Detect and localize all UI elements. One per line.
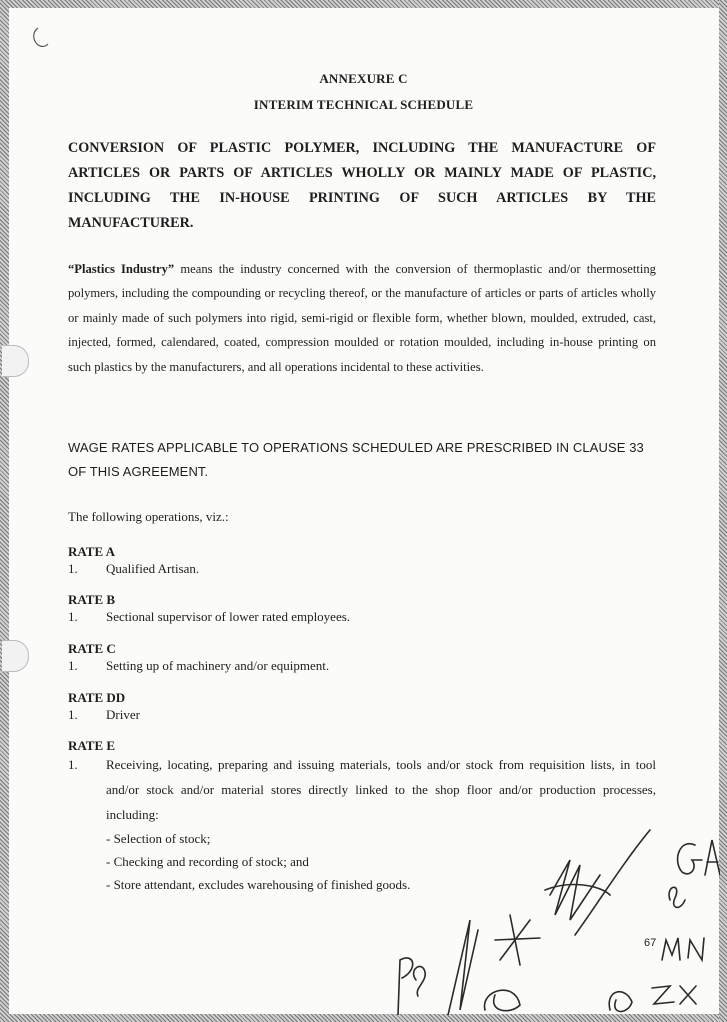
list-item: 1. Driver — [68, 707, 140, 722]
rate-b-section — [68, 592, 668, 625]
industry-definition — [68, 257, 656, 379]
rate-title: RATE A — [68, 544, 116, 559]
list-item: - Store attendant, excludes warehousing of finished goods. — [106, 877, 411, 892]
document-header — [0, 66, 727, 118]
list-item-number: 1. — [68, 757, 78, 772]
list-item: - Selection of stock; — [106, 831, 211, 846]
conversion-heading: CONVERSION OF PLASTIC POLYMER, INCLUDING THE MANUFACTURE OF ARTICLES OR PARTS OF ARTICLES WHOLLY OR MAINLY MADE OF PLASTIC, INCLUDING THE IN-HOUSE PRINTING OF SUCH ARTICLES BY THE MANUFACTURER. — [68, 140, 656, 231]
rate-c-section — [68, 641, 668, 674]
list-item: - Checking and recording of stock; and — [106, 854, 309, 869]
scan-border-top — [0, 0, 727, 8]
pen-mark-icon — [30, 26, 50, 50]
defined-term: “Plastics Industry” — [68, 262, 175, 276]
rate-title: RATE C — [68, 641, 116, 656]
punch-hole-bottom — [2, 640, 29, 672]
list-item: 1. Setting up of machinery and/or equipment. — [68, 658, 330, 673]
scan-border-left — [0, 0, 9, 1022]
scan-border-right — [719, 0, 727, 1022]
rate-e-bullets — [106, 827, 410, 896]
annex-label: ANNEXURE C — [319, 71, 408, 86]
rate-title: RATE B — [68, 592, 116, 607]
rate-dd-section — [68, 690, 668, 723]
wage-rates-statement: WAGE RATES APPLICABLE TO OPERATIONS SCHEDULED ARE PRESCRIBED IN CLAUSE 33 OF THIS AGREEMENT. — [68, 440, 644, 479]
operations-intro: The following operations, viz.: — [68, 509, 229, 524]
rate-e-description: Receiving, locating, preparing and issuing materials, tools and/or stock from requisition lists, in tool and/or stock and/or material stores directly linked to the shop floor and/or production processes, including: — [106, 757, 656, 822]
schedule-title: INTERIM TECHNICAL SCHEDULE — [253, 97, 474, 112]
rate-a-section — [68, 544, 668, 577]
rate-title: RATE E — [68, 738, 116, 753]
list-item: 1. Sectional supervisor of lower rated employees. — [68, 609, 351, 624]
scan-border-bottom — [0, 1014, 727, 1022]
page-number: 67 — [644, 937, 657, 949]
definition-text: means the industry concerned with the conversion of thermoplastic and/or thermosetting polymers, including the compounding or recycling thereof, or the manufacture of articles or parts of articles wholly or mainly made of such polymers into rigid, semi-rigid or flexible form, whether blown, moulded, extruded, cast, injected, formed, calendared, coated, compression moulded or rotation moulded, including in-house printing on such plastics by the manufacturers, and all operations incidental to these activities. — [68, 262, 656, 374]
initials-signatures-icon — [370, 820, 720, 1015]
punch-hole-top — [2, 345, 29, 377]
list-item: 1. Qualified Artisan. — [68, 561, 200, 576]
rate-title: RATE DD — [68, 690, 126, 705]
